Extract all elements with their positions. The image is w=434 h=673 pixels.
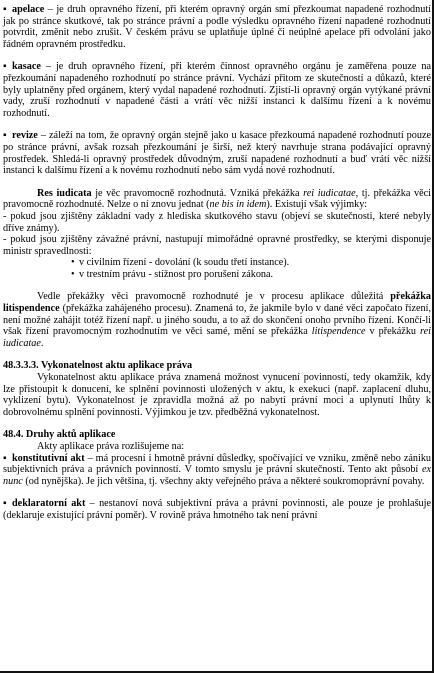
heading-48-3-3-3: 48.3.3.3. Vykonatelnost aktu aplikace práva <box>3 360 193 372</box>
paragraph-apelace <box>3 4 431 50</box>
paragraph-kasace <box>3 61 431 119</box>
dekl-text: – nestanoví nová subjektivní práva a právní povinnosti, ale pouze je prohlašuje (deklaruje existující právní poměr). V rovině práva hmotného tak není právní <box>3 498 431 521</box>
dot-item-1: • v civilním řízení - dovolání (k soudu třetí instance). <box>3 257 431 269</box>
lit-text-4: . <box>40 337 44 349</box>
lit-bold-1: překážka litispendence <box>3 291 431 315</box>
lit-text-2: (překážka zahájeného procesu). Znamená to, že jakmile bylo v dané věci započato řízení, není možné zahájit totéž řízení např. u jiného soudu, a to až do skončení onoho prvního řízení. Končí-li však řízení pravomocným rozhodnutím ve věci samé, mění se překážka <box>3 303 431 338</box>
lit-text-1: Vedle překážky věci pravomocně rozhodnuté je v procesu aplikace důležitá <box>37 291 391 303</box>
kasace-text: – je druh opravného řízení, při kterém činnost opravného orgánu je zaměřena pouze na přezkoumání napadeného rozhodnutí po stránce právní. Vychází přitom ze skutečností a důkazů, které byly uplatněny před orgánem, který vydal napadené rozhodnutí. Zjistí-li opravný orgán vytýkané právní vady, zruší rozhodnutí v napadené části a vrátí věc nižší instanci k dalšímu řízení a k novému rozhodnutí. <box>3 61 431 119</box>
heading-48-4: 48.4. Druhy aktů aplikace <box>3 429 116 441</box>
paragraph-litispendence <box>3 291 431 349</box>
apelace-text: – je druh opravného řízení, při kterém opravný orgán smí přezkoumat napadené rozhodnutí jak po stránce skutkové, tak po stránce právní a podle výsledku opravného řízení napadené rozhodnutí potvrdit, změnit nebo zrušit. V českém právu se uplatňuje úplné či neúplné apelace při odvolání jako řádném opravném prostředku. <box>3 4 431 50</box>
revize-text: – záleží na tom, že opravný orgán stejně jako u kasace přezkoumá napadené rozhodnutí pouze po stránce právní, avšak rozsah přezkoumání je širší, než který navrhuje strana podávající opravný prostředek. Shledá-li opravný prostředek důvodným, zruší napadené rozhodnutí a buď vrátí věc nižší instanci k dalšímu řízení a k novému rozhodnutí nebo sám vydá nové rozhodnutí. <box>3 130 431 177</box>
exception-1: - pokud jsou zjištěny základní vady z hlediska skutkového stavu (objeví se skutečnosti, které nebyly dříve známy). <box>3 210 431 234</box>
term-konstitutivni: konstitutivní akt <box>12 452 85 464</box>
lit-text-3: v překážku <box>365 326 421 338</box>
res-text-2: , tj. překážka věci pravomocně rozhodnuté. Nelze o ní znovu jednat ( <box>3 187 431 211</box>
konst-text-1: – má procesní i hmotně právní důsledky, spočívající ve vzniku, změně nebo zániku subjektivních práva a právních povinností. V tomto smyslu je právní skutečností. Tento akt působí <box>3 452 432 476</box>
dot-item-2: • v trestním právu - stížnost pro porušení zákona. <box>3 269 431 281</box>
lit-italic-2: rei iudicatae <box>3 326 431 349</box>
term-kasace: kasace <box>12 61 41 73</box>
res-italic-1: rei iudicatae <box>303 187 356 199</box>
res-italic-2: ne bis in idem <box>209 199 267 211</box>
paragraph-res-iudicata <box>3 188 431 211</box>
res-text-1: je věc pravomocně rozhodnutá. Vzniká překážka <box>91 187 304 199</box>
paragraph-vykonatelnost: Vykonatelnost aktu aplikace práva znamená možnost vynucení povinností, tedy okamžik, kdy lze přistoupit k donucení, ke splnění povinnosti uložených v aktu, k exekuci (např. zaplacení dluhu, vyklizení bytu). Vykonatelnost je zpravidla možná až po nabytí právní moci a uplynutí lhůty k dobrovolnému splnění povinnosti. Výjimkou je tzv. předběžná vykonatelnost. <box>3 372 431 418</box>
res-text-3: ). Existují však výjimky: <box>266 199 368 211</box>
term-deklaratorni: deklaratorní akt <box>12 498 86 510</box>
konst-italic-1: ex nunc <box>3 464 431 487</box>
paragraph-akty: Akty aplikace práva rozlišujeme na: <box>37 441 185 452</box>
konst-text-2: (od nynějška). Je jich většina, tj. všechny akty veřejného práva a některé soukromoprávní povahy. <box>22 475 425 487</box>
paragraph-deklaratorni <box>3 498 431 521</box>
lit-italic-1: litispendence <box>311 326 366 338</box>
term-res-iudicata: Res iudicata <box>37 187 92 199</box>
term-revize: revize <box>12 130 38 142</box>
paragraph-revize <box>3 130 431 176</box>
term-apelace: apelace <box>12 4 45 15</box>
paragraph-konstitutivni <box>3 453 431 488</box>
exception-2: - pokud jsou zjištěny závažné právní, nastupují mimořádné opravné prostředky, se kterými disponuje ministr spravedlnosti: <box>3 234 431 257</box>
